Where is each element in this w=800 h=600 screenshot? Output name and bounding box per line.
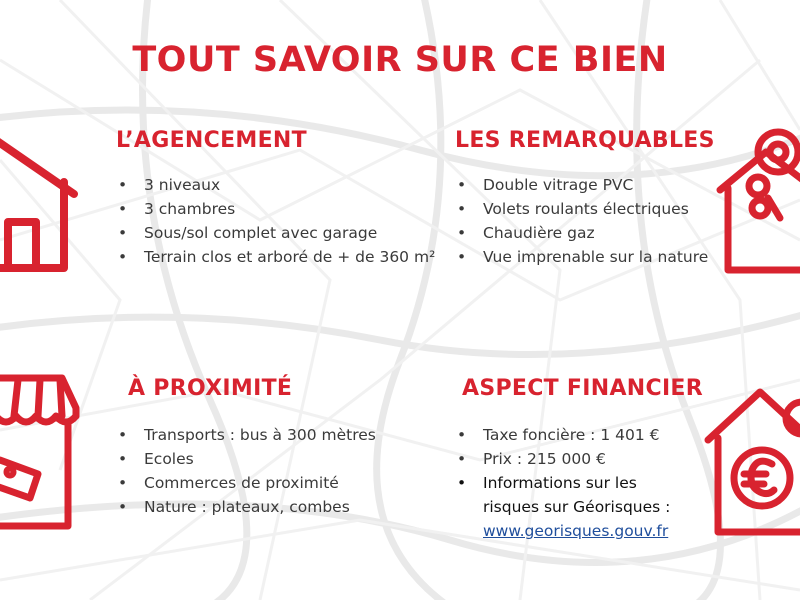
list-item: • Commerces de proximité	[116, 471, 376, 495]
agencement-list	[116, 173, 435, 269]
house-icon	[0, 122, 84, 272]
list-item: • Terrain clos et arboré de + de 360 m²	[116, 245, 435, 269]
section-title-remarquables: LES REMARQUABLES	[455, 128, 715, 153]
list-item: • 3 chambres	[116, 197, 435, 221]
house-key-icon	[716, 122, 800, 278]
list-item: • Volets roulants électriques	[455, 197, 708, 221]
list-item: • 3 niveaux	[116, 173, 435, 197]
section-title-financier: ASPECT FINANCIER	[462, 376, 703, 401]
list-item: • Sous/sol complet avec garage	[116, 221, 435, 245]
georisques-label-line2: risques sur Géorisques :	[483, 498, 671, 516]
remarquables-list	[455, 173, 708, 269]
section-title-agencement: L’AGENCEMENT	[116, 128, 307, 153]
shop-icon	[0, 368, 86, 533]
list-item: • Vue imprenable sur la nature	[455, 245, 708, 269]
proximite-list	[116, 423, 376, 519]
list-item: • Chaudière gaz	[455, 221, 708, 245]
section-title-proximite: À PROXIMITÉ	[128, 376, 293, 401]
list-item: • Double vitrage PVC	[455, 173, 708, 197]
list-item-georisques	[455, 471, 670, 543]
list-item: • Nature : plateaux, combes	[116, 495, 376, 519]
list-item: • Ecoles	[116, 447, 376, 471]
financier-list	[455, 423, 670, 543]
georisques-link[interactable]: www.georisques.gouv.fr	[483, 522, 669, 540]
georisques-label-line1: Informations sur les	[483, 474, 637, 492]
list-item: • Prix : 215 000 €	[455, 447, 670, 471]
house-euro-icon	[700, 378, 800, 548]
list-item: • Taxe foncière : 1 401 €	[455, 423, 670, 447]
page-title: TOUT SAVOIR SUR CE BIEN	[132, 40, 668, 80]
list-item: • Transports : bus à 300 mètres	[116, 423, 376, 447]
